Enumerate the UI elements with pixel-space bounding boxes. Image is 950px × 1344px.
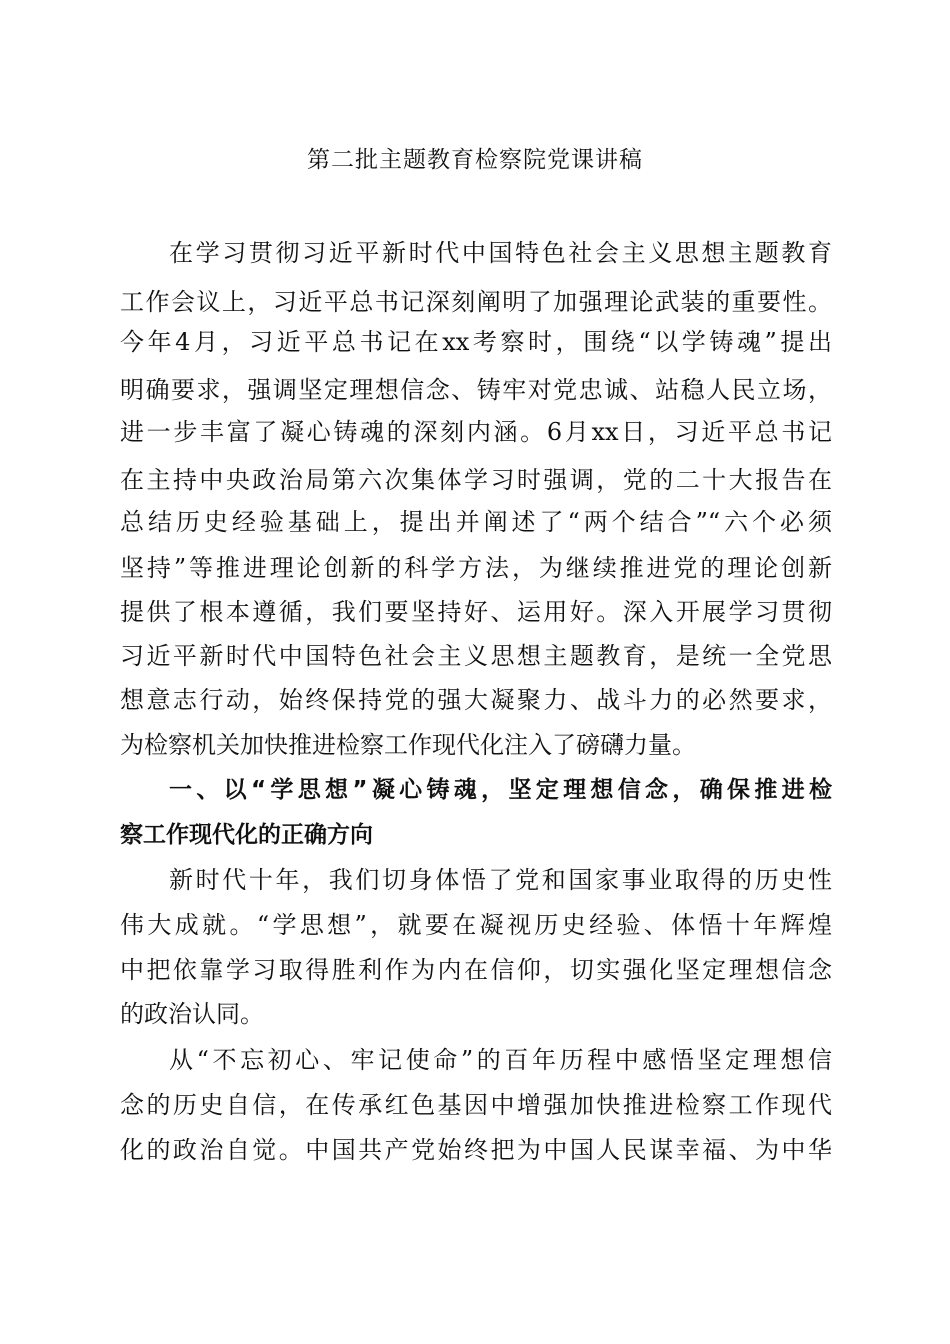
paragraph-1-line-1: 在学习贯彻习近平新时代中国特色社会主义思想主题教育 — [169, 239, 832, 267]
paragraph-2-line-4: 的政治认同。 — [120, 1000, 264, 1028]
section-heading-line-2: 察工作现代化的正确方向 — [120, 822, 373, 848]
paragraph-3-line-2: 念的历史自信，在传承红色基因中增强加快推进检察工作现代 — [120, 1091, 832, 1119]
paragraph-1-line-10: 习近平新时代中国特色社会主义思想主题教育，是统一全党思 — [120, 642, 832, 670]
paragraph-1-line-2: 工作会议上，习近平总书记深刻阐明了加强理论武装的重要性。 — [120, 288, 832, 316]
paragraph-1-line-8: 坚持”等推进理论创新的科学方法，为继续推进党的理论创新 — [120, 554, 832, 582]
paragraph-1-line-3: 今年4月，习近平总书记在xx考察时，围绕“以学铸魂”提出 — [120, 328, 832, 356]
paragraph-1-line-9: 提供了根本遵循，我们要坚持好、运用好。深入开展学习贯彻 — [120, 598, 832, 626]
paragraph-1-line-11: 想意志行动，始终保持党的强大凝聚力、战斗力的必然要求， — [120, 686, 832, 714]
paragraph-1-line-4: 明确要求，强调坚定理想信念、铸牢对党忠诚、站稳人民立场， — [120, 376, 832, 404]
paragraph-2-line-3: 中把依靠学习取得胜利作为内在信仰，切实强化坚定理想信念 — [120, 956, 832, 984]
paragraph-1-line-12: 为检察机关加快推进检察工作现代化注入了磅礴力量。 — [120, 731, 696, 759]
paragraph-3-line-3: 化的政治自觉。中国共产党始终把为中国人民谋幸福、为中华 — [120, 1136, 832, 1164]
document-title: 第二批主题教育检察院党课讲稿 — [307, 147, 643, 173]
paragraph-1-line-5: 进一步丰富了凝心铸魂的深刻内涵。6月xx日，习近平总书记 — [120, 418, 832, 446]
section-heading-line-1: 一、以“学思想”凝心铸魂，坚定理想信念，确保推进检 — [169, 777, 832, 803]
paragraph-1-line-6: 在主持中央政治局第六次集体学习时强调，党的二十大报告在 — [120, 466, 832, 494]
paragraph-3-line-1: 从“不忘初心、牢记使命”的百年历程中感悟坚定理想信 — [169, 1046, 832, 1074]
paragraph-2-line-1: 新时代十年，我们切身体悟了党和国家事业取得的历史性 — [169, 866, 832, 894]
paragraph-1-line-7: 总结历史经验基础上，提出并阐述了“两个结合”“六个必须 — [120, 508, 832, 536]
paragraph-2-line-2: 伟大成就。“学思想”，就要在凝视历史经验、体悟十年辉煌 — [120, 911, 832, 939]
